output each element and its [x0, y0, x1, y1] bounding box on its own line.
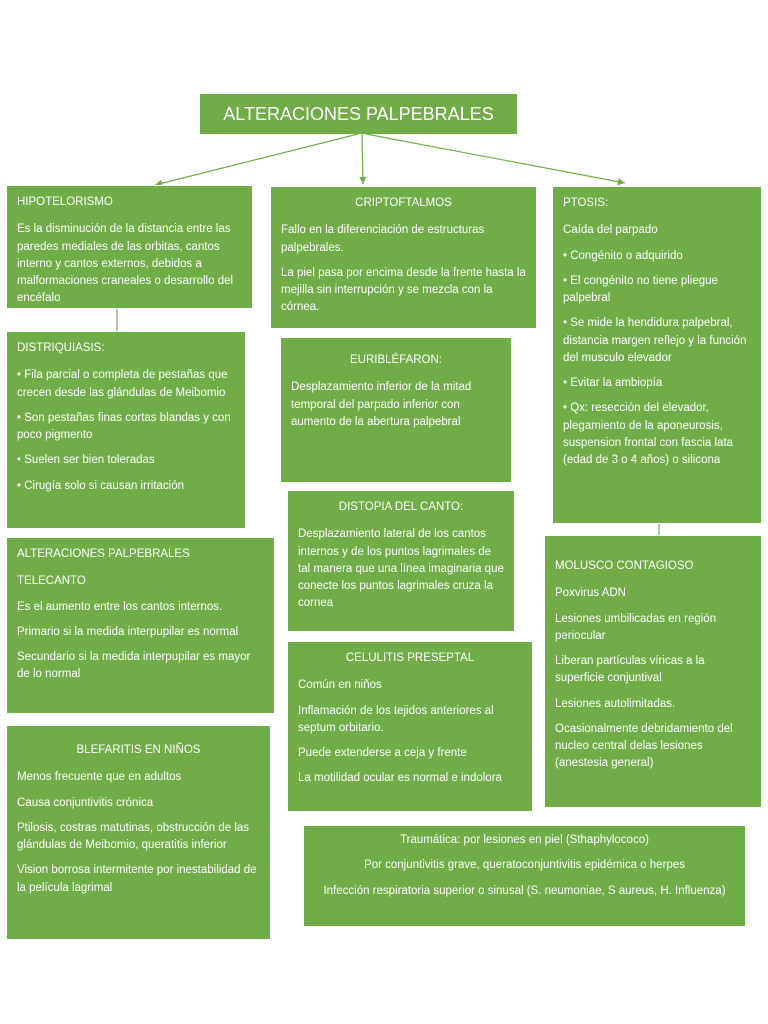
box-text: • Son pestañas finas cortas blandas y con poco pigmento — [17, 411, 231, 441]
box-text: Inflamación de los tejidos anteriores al septum orbitario. — [298, 704, 494, 734]
box-text: Puede extenderse a ceja y frente — [298, 747, 467, 759]
arrow-to-ptosis — [366, 134, 625, 183]
box-title: DISTOPIA DEL CANTO: — [338, 501, 464, 513]
box-title: PTOSIS: — [563, 197, 609, 209]
box-title: DISTRIQUIASIS: — [17, 342, 105, 354]
box-text: Ocasionalmente debridamiento del nucleo central delas lesiones (anestesia general) — [555, 722, 733, 770]
box-text: Menos frecuente que en adultos — [17, 771, 182, 784]
box-text: Lesiones umbilicadas en región periocular — [555, 612, 717, 642]
box-text: • Evitar la ambiopía — [563, 377, 663, 389]
box-celulitis — [287, 641, 533, 812]
box-title: CRIPTOFTALMOS — [355, 197, 452, 209]
box-text: Ptilosis, costras matutinas, obstrucción de las glándulas de Meibomio, queratitis inferior — [17, 821, 250, 851]
main-title: ALTERACIONES PALPEBRALES — [200, 94, 517, 134]
box-title: BLEFARITIS EN NIÑOS — [76, 744, 201, 756]
box-telecanto — [6, 537, 275, 714]
arrow-to-hipotelorismo — [155, 134, 358, 185]
box-text: Secundario si la medida interpupilar es mayor de lo normal — [17, 651, 251, 681]
box-text: Traumática: por lesiones en piel (Sthaphylococo) — [400, 834, 649, 846]
box-title: ALTERACIONES PALPEBRALES — [17, 548, 190, 560]
box-text: • Fila parcial o completa de pestañas que crecen desde las glándulas de Meibomio — [17, 369, 228, 399]
box-text: Primario si la medida interpupilar es normal — [17, 625, 239, 638]
box-text: Vision borrosa intermitente por inestabilidad de la película lagrimal — [17, 864, 257, 894]
box-text: Por conjuntivitis grave, queratoconjuntivitis epidémica o herpes — [364, 859, 685, 872]
box-hipotelorismo — [6, 185, 253, 309]
box-text: Lesiones autolimitadas. — [555, 697, 676, 710]
box-text: La motilidad ocular es normal e indolora — [298, 772, 502, 785]
box-ptosis — [552, 186, 762, 524]
box-text: Desplazamiento inferior de la mitad temporal del parpado inferior con aumento de la abertura palpebral — [291, 381, 472, 428]
box-blefaritis — [6, 725, 271, 940]
box-title: EURIBLÉFARON: — [349, 354, 443, 366]
box-text: • Congénito o adquirido — [563, 249, 683, 262]
box-text: Es el aumento entre los cantos internos. — [17, 600, 223, 613]
box-distriquiasis — [6, 331, 246, 529]
arrow-to-criptoftalmos — [362, 134, 363, 184]
box-title: HIPOTELORISMO — [17, 196, 113, 208]
box-text: Caída del parpado — [563, 224, 658, 237]
box-text: • Suelen ser bien toleradas — [17, 454, 155, 467]
box-text: TELECANTO — [17, 575, 86, 588]
box-text: La piel pasa por encima desde la frente hasta la mejilla sin interrupción y se mezcla con la córnea. — [281, 266, 526, 314]
box-text: Desplazamiento lateral de los cantos internos y de los puntos lagrimales de tal manera que una línea imaginaria que conecte los puntos lagrimales cruza la cornea — [298, 528, 504, 610]
box-text: Común en niños — [298, 679, 382, 692]
box-text: • Cirugía solo si causan irritación — [17, 479, 185, 492]
box-text: • El congénito no tiene pliegue palpebral — [563, 274, 718, 304]
box-title: CELULITIS PRESEPTAL — [345, 652, 475, 664]
box-text: Poxvirus ADN — [555, 587, 626, 600]
box-text: Fallo en la diferenciación de estructuras palpebrales. — [281, 224, 485, 254]
box-text: • Se mide la hendidura palpebral, distancia margen reflejo y la función del musculo elevador — [563, 317, 747, 364]
box-text: Infección respiratoria superior o sinusal (S. neumoniae, S aureus, H. Influenza) — [323, 884, 726, 897]
box-text: Liberan partículas víricas a la superficie conjuntival — [555, 655, 705, 685]
box-distopia — [287, 490, 515, 632]
box-euriblefaron — [280, 337, 512, 483]
box-title: MOLUSCO CONTAGIOSO — [555, 560, 694, 572]
box-text: Es la disminución de la distancia entre las paredes mediales de las orbitas, cantos interno y cantos externos, debidos a malformaciones craneales o desarrollo del encéfalo — [17, 223, 234, 305]
box-criptoftalmos — [270, 186, 537, 329]
box-text: • Qx: resección del elevador, plegamiento de la aponeurosis, suspension frontal con fascia lata (edad de 3 o 4 años) o silicona — [563, 402, 734, 466]
box-traumatica — [303, 825, 746, 927]
box-molusco — [544, 535, 762, 808]
box-text: Causa conjuntivitis crónica — [17, 796, 154, 809]
